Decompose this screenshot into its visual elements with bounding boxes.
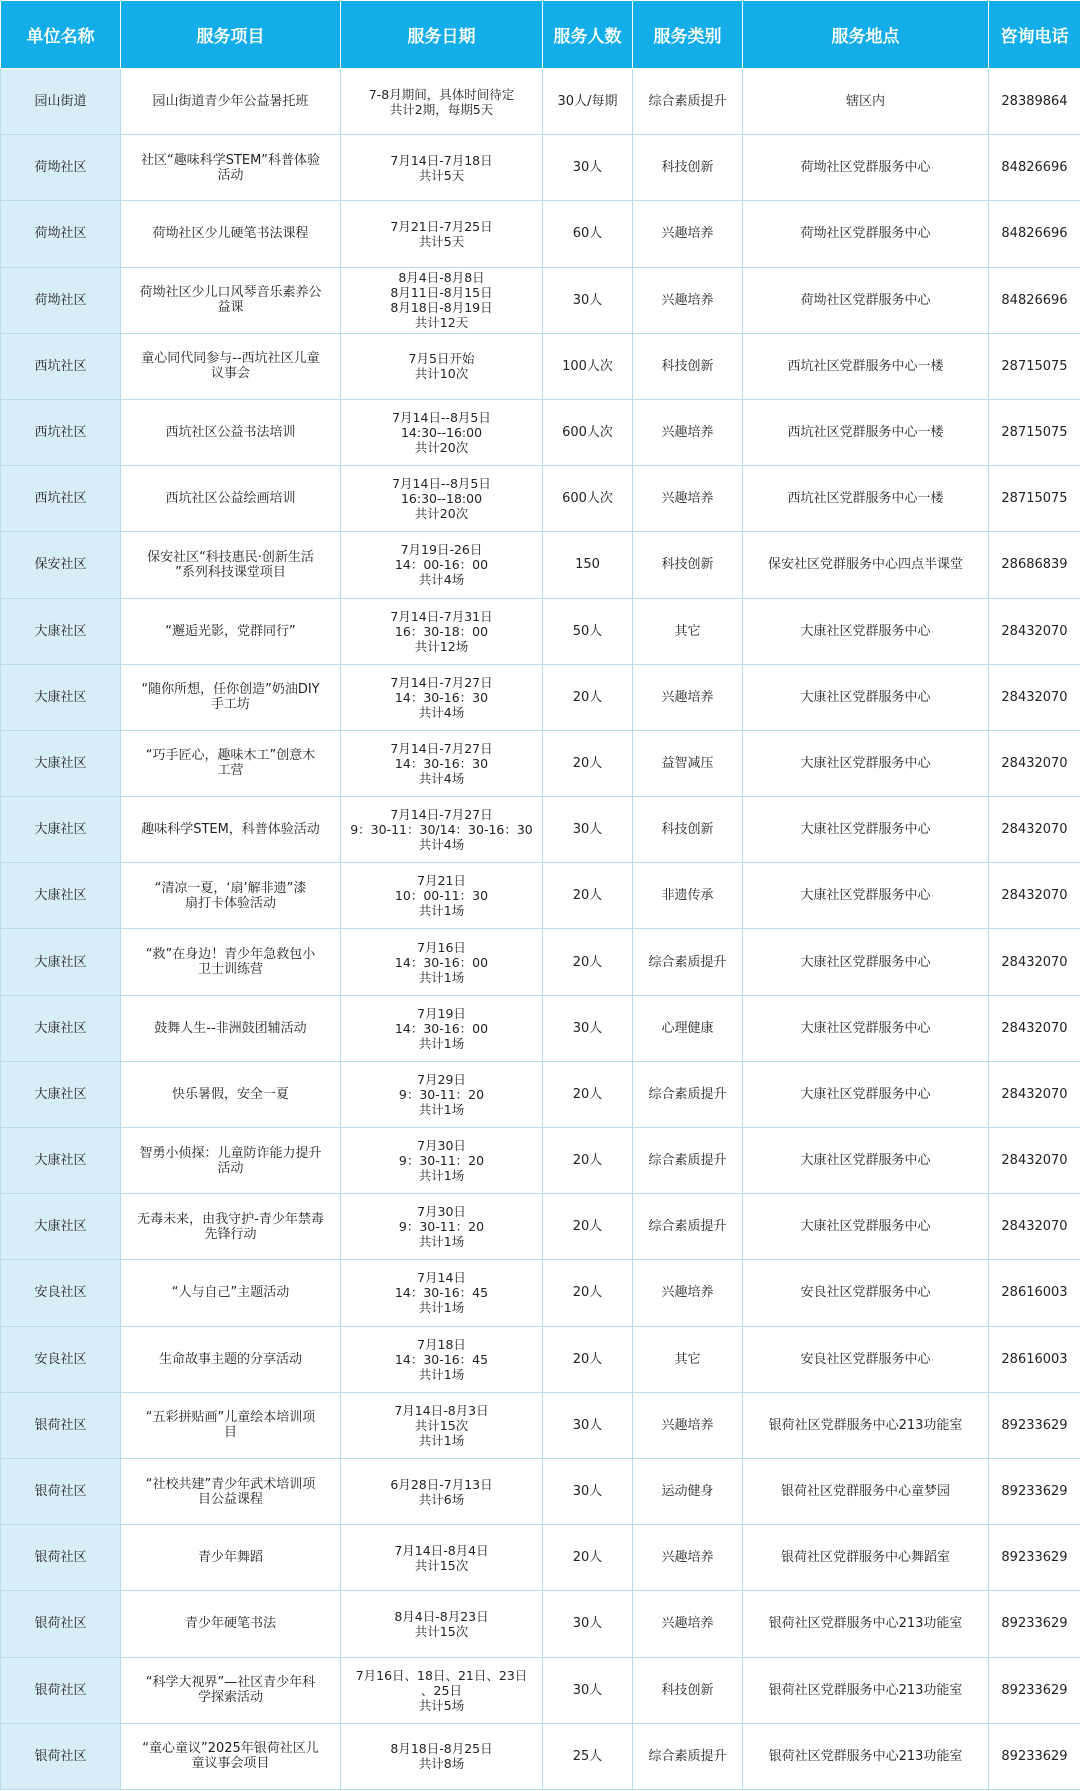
header-phone: 咨询电话 bbox=[989, 1, 1080, 69]
cell-phone: 28432070 bbox=[989, 730, 1080, 796]
cell-unit: 安良社区 bbox=[1, 1326, 121, 1392]
cell-category: 兴趣培养 bbox=[633, 399, 743, 465]
cell-place: 保安社区党群服务中心四点半课堂 bbox=[743, 532, 989, 598]
cell-people: 20人 bbox=[543, 1525, 633, 1591]
cell-category: 兴趣培养 bbox=[633, 466, 743, 532]
cell-category: 其它 bbox=[633, 1326, 743, 1392]
cell-unit: 银荷社区 bbox=[1, 1657, 121, 1723]
cell-category: 心理健康 bbox=[633, 995, 743, 1061]
cell-place: 大康社区党群服务中心 bbox=[743, 1194, 989, 1260]
table-row bbox=[1, 929, 1080, 995]
cell-place: 安良社区党群服务中心 bbox=[743, 1260, 989, 1326]
table-row bbox=[1, 1723, 1080, 1789]
cell-place: 西坑社区党群服务中心一楼 bbox=[743, 466, 989, 532]
cell-people: 30人 bbox=[543, 267, 633, 333]
cell-people: 30人 bbox=[543, 995, 633, 1061]
cell-unit: 安良社区 bbox=[1, 1260, 121, 1326]
cell-people: 30人 bbox=[543, 1591, 633, 1657]
table-row bbox=[1, 797, 1080, 863]
cell-place: 西坑社区党群服务中心一楼 bbox=[743, 399, 989, 465]
cell-place: 大康社区党群服务中心 bbox=[743, 995, 989, 1061]
cell-people: 100人次 bbox=[543, 333, 633, 399]
header-place: 服务地点 bbox=[743, 1, 989, 69]
cell-category: 兴趣培养 bbox=[633, 1392, 743, 1458]
cell-date: 7月14日-8月3日 共计15次 共计1场 bbox=[341, 1392, 543, 1458]
table-row bbox=[1, 399, 1080, 465]
cell-people: 30人 bbox=[543, 1657, 633, 1723]
cell-phone: 89233629 bbox=[989, 1392, 1080, 1458]
cell-phone: 28432070 bbox=[989, 598, 1080, 664]
cell-date: 7月14日-7月18日 共计5天 bbox=[341, 135, 543, 201]
cell-project: 荷坳社区少儿口风琴音乐素养公 益课 bbox=[121, 267, 341, 333]
cell-date: 7月14日-8月4日 共计15次 bbox=[341, 1525, 543, 1591]
cell-phone: 28389864 bbox=[989, 69, 1080, 135]
cell-date: 8月18日-8月25日 共计8场 bbox=[341, 1723, 543, 1789]
table-row bbox=[1, 532, 1080, 598]
cell-project: “清凉一夏，‘扇’解非遗”漆 扇打卡体验活动 bbox=[121, 863, 341, 929]
cell-people: 20人 bbox=[543, 929, 633, 995]
cell-place: 大康社区党群服务中心 bbox=[743, 598, 989, 664]
cell-date: 7月5日开始 共计10次 bbox=[341, 333, 543, 399]
header-unit: 单位名称 bbox=[1, 1, 121, 69]
cell-unit: 银荷社区 bbox=[1, 1723, 121, 1789]
cell-people: 20人 bbox=[543, 1128, 633, 1194]
cell-project: “邂逅光影，党群同行” bbox=[121, 598, 341, 664]
cell-people: 30人 bbox=[543, 797, 633, 863]
header-project: 服务项目 bbox=[121, 1, 341, 69]
table-header bbox=[1, 1, 1080, 69]
cell-people: 150 bbox=[543, 532, 633, 598]
header-row bbox=[1, 1, 1080, 69]
cell-people: 20人 bbox=[543, 1326, 633, 1392]
table-row bbox=[1, 201, 1080, 267]
cell-people: 50人 bbox=[543, 598, 633, 664]
table-row bbox=[1, 1392, 1080, 1458]
table-row bbox=[1, 664, 1080, 730]
cell-category: 兴趣培养 bbox=[633, 664, 743, 730]
cell-date: 8月4日-8月23日 共计15次 bbox=[341, 1591, 543, 1657]
cell-phone: 28616003 bbox=[989, 1260, 1080, 1326]
cell-date: 7月14日--8月5日 16:30--18:00 共计20次 bbox=[341, 466, 543, 532]
cell-date: 6月28日-7月13日 共计6场 bbox=[341, 1458, 543, 1524]
cell-date: 7月30日 9：30-11：20 共计1场 bbox=[341, 1194, 543, 1260]
cell-date: 7月14日--8月5日 14:30--16:00 共计20次 bbox=[341, 399, 543, 465]
table-row bbox=[1, 1128, 1080, 1194]
cell-place: 安良社区党群服务中心 bbox=[743, 1326, 989, 1392]
header-category: 服务类别 bbox=[633, 1, 743, 69]
cell-date: 7月21日-7月25日 共计5天 bbox=[341, 201, 543, 267]
cell-people: 600人次 bbox=[543, 466, 633, 532]
cell-unit: 大康社区 bbox=[1, 995, 121, 1061]
cell-project: “科学大视界”—社区青少年科 学探索活动 bbox=[121, 1657, 341, 1723]
cell-unit: 银荷社区 bbox=[1, 1591, 121, 1657]
cell-project: 园山街道青少年公益暑托班 bbox=[121, 69, 341, 135]
table-row bbox=[1, 135, 1080, 201]
cell-project: “随你所想，任你创造”奶油DIY 手工坊 bbox=[121, 664, 341, 730]
cell-unit: 大康社区 bbox=[1, 664, 121, 730]
cell-place: 银荷社区党群服务中心213功能室 bbox=[743, 1657, 989, 1723]
cell-category: 科技创新 bbox=[633, 797, 743, 863]
cell-place: 大康社区党群服务中心 bbox=[743, 1061, 989, 1127]
cell-phone: 28432070 bbox=[989, 797, 1080, 863]
cell-category: 综合素质提升 bbox=[633, 69, 743, 135]
cell-category: 科技创新 bbox=[633, 532, 743, 598]
cell-place: 银荷社区党群服务中心213功能室 bbox=[743, 1392, 989, 1458]
cell-project: 快乐暑假，安全一夏 bbox=[121, 1061, 341, 1127]
cell-unit: 荷坳社区 bbox=[1, 267, 121, 333]
cell-unit: 银荷社区 bbox=[1, 1392, 121, 1458]
cell-unit: 荷坳社区 bbox=[1, 135, 121, 201]
cell-unit: 银荷社区 bbox=[1, 1525, 121, 1591]
table-row bbox=[1, 1591, 1080, 1657]
header-date: 服务日期 bbox=[341, 1, 543, 69]
table-row bbox=[1, 1194, 1080, 1260]
cell-place: 大康社区党群服务中心 bbox=[743, 863, 989, 929]
header-people: 服务人数 bbox=[543, 1, 633, 69]
cell-people: 20人 bbox=[543, 863, 633, 929]
cell-project: 无毒未来，由我守护-青少年禁毒 先锋行动 bbox=[121, 1194, 341, 1260]
cell-people: 60人 bbox=[543, 201, 633, 267]
cell-people: 30人 bbox=[543, 1458, 633, 1524]
cell-place: 荷坳社区党群服务中心 bbox=[743, 201, 989, 267]
cell-phone: 28715075 bbox=[989, 399, 1080, 465]
cell-project: “巧手匠心，趣味木工”创意木 工营 bbox=[121, 730, 341, 796]
cell-unit: 大康社区 bbox=[1, 1194, 121, 1260]
table-row bbox=[1, 1061, 1080, 1127]
table-row bbox=[1, 1657, 1080, 1723]
cell-date: 7月18日 14：30-16：45 共计1场 bbox=[341, 1326, 543, 1392]
cell-unit: 西坑社区 bbox=[1, 333, 121, 399]
cell-phone: 28432070 bbox=[989, 863, 1080, 929]
cell-category: 综合素质提升 bbox=[633, 1128, 743, 1194]
table-row bbox=[1, 1260, 1080, 1326]
cell-phone: 89233629 bbox=[989, 1657, 1080, 1723]
cell-unit: 大康社区 bbox=[1, 797, 121, 863]
cell-date: 7-8月期间，具体时间待定 共计2期，每期5天 bbox=[341, 69, 543, 135]
cell-unit: 大康社区 bbox=[1, 730, 121, 796]
table-row bbox=[1, 863, 1080, 929]
cell-date: 7月14日-7月27日 14：30-16：30 共计4场 bbox=[341, 730, 543, 796]
table-row bbox=[1, 267, 1080, 333]
cell-category: 兴趣培养 bbox=[633, 1260, 743, 1326]
cell-date: 7月16日 14：30-16：00 共计1场 bbox=[341, 929, 543, 995]
cell-people: 20人 bbox=[543, 730, 633, 796]
cell-place: 大康社区党群服务中心 bbox=[743, 730, 989, 796]
table-row bbox=[1, 1458, 1080, 1524]
cell-category: 综合素质提升 bbox=[633, 929, 743, 995]
cell-project: 智勇小侦探：儿童防诈能力提升 活动 bbox=[121, 1128, 341, 1194]
cell-unit: 大康社区 bbox=[1, 863, 121, 929]
cell-project: 趣味科学STEM，科普体验活动 bbox=[121, 797, 341, 863]
cell-people: 20人 bbox=[543, 664, 633, 730]
cell-phone: 84826696 bbox=[989, 267, 1080, 333]
cell-category: 科技创新 bbox=[633, 333, 743, 399]
cell-people: 30人 bbox=[543, 135, 633, 201]
cell-category: 科技创新 bbox=[633, 135, 743, 201]
cell-category: 非遗传承 bbox=[633, 863, 743, 929]
cell-project: 西坑社区公益书法培训 bbox=[121, 399, 341, 465]
cell-project: 青少年硬笔书法 bbox=[121, 1591, 341, 1657]
cell-category: 综合素质提升 bbox=[633, 1061, 743, 1127]
cell-project: 荷坳社区少儿硬笔书法课程 bbox=[121, 201, 341, 267]
cell-category: 兴趣培养 bbox=[633, 267, 743, 333]
cell-people: 20人 bbox=[543, 1061, 633, 1127]
cell-place: 大康社区党群服务中心 bbox=[743, 797, 989, 863]
table-row bbox=[1, 1326, 1080, 1392]
table-row bbox=[1, 1525, 1080, 1591]
cell-phone: 28686839 bbox=[989, 532, 1080, 598]
cell-category: 兴趣培养 bbox=[633, 1525, 743, 1591]
cell-unit: 大康社区 bbox=[1, 929, 121, 995]
cell-date: 7月21日 10：00-11：30 共计1场 bbox=[341, 863, 543, 929]
cell-category: 运动健身 bbox=[633, 1458, 743, 1524]
cell-people: 30人/每期 bbox=[543, 69, 633, 135]
cell-project: “救”在身边！青少年急救包小 卫士训练营 bbox=[121, 929, 341, 995]
cell-category: 兴趣培养 bbox=[633, 1591, 743, 1657]
cell-phone: 89233629 bbox=[989, 1525, 1080, 1591]
cell-phone: 84826696 bbox=[989, 201, 1080, 267]
cell-phone: 28616003 bbox=[989, 1326, 1080, 1392]
table-row bbox=[1, 598, 1080, 664]
table-row bbox=[1, 333, 1080, 399]
cell-people: 600人次 bbox=[543, 399, 633, 465]
cell-phone: 28432070 bbox=[989, 1128, 1080, 1194]
cell-phone: 28715075 bbox=[989, 333, 1080, 399]
table-row bbox=[1, 69, 1080, 135]
cell-category: 其它 bbox=[633, 598, 743, 664]
cell-place: 银荷社区党群服务中心213功能室 bbox=[743, 1723, 989, 1789]
cell-date: 7月14日-7月27日 9：30-11：30/14：30-16：30 共计4场 bbox=[341, 797, 543, 863]
cell-category: 兴趣培养 bbox=[633, 201, 743, 267]
cell-phone: 84826696 bbox=[989, 135, 1080, 201]
cell-people: 20人 bbox=[543, 1260, 633, 1326]
cell-unit: 银荷社区 bbox=[1, 1458, 121, 1524]
cell-category: 益智减压 bbox=[633, 730, 743, 796]
cell-place: 大康社区党群服务中心 bbox=[743, 929, 989, 995]
cell-project: “社校共建”青少年武术培训项 目公益课程 bbox=[121, 1458, 341, 1524]
cell-phone: 28432070 bbox=[989, 664, 1080, 730]
cell-date: 7月29日 9：30-11：20 共计1场 bbox=[341, 1061, 543, 1127]
cell-phone: 28432070 bbox=[989, 929, 1080, 995]
cell-phone: 89233629 bbox=[989, 1458, 1080, 1524]
cell-place: 西坑社区党群服务中心一楼 bbox=[743, 333, 989, 399]
cell-project: 鼓舞人生--非洲鼓团辅活动 bbox=[121, 995, 341, 1061]
cell-people: 30人 bbox=[543, 1392, 633, 1458]
cell-phone: 28432070 bbox=[989, 1194, 1080, 1260]
cell-unit: 西坑社区 bbox=[1, 466, 121, 532]
table-body bbox=[1, 69, 1080, 1790]
cell-category: 科技创新 bbox=[633, 1657, 743, 1723]
cell-unit: 荷坳社区 bbox=[1, 201, 121, 267]
cell-date: 7月19日 14：30-16：00 共计1场 bbox=[341, 995, 543, 1061]
cell-project: 保安社区“科技惠民·创新生活 ”系列科技课堂项目 bbox=[121, 532, 341, 598]
cell-unit: 西坑社区 bbox=[1, 399, 121, 465]
cell-date: 7月19日-26日 14：00-16：00 共计4场 bbox=[341, 532, 543, 598]
cell-place: 大康社区党群服务中心 bbox=[743, 1128, 989, 1194]
cell-project: “童心童议”2025年银荷社区儿 童议事会项目 bbox=[121, 1723, 341, 1789]
cell-people: 25人 bbox=[543, 1723, 633, 1789]
cell-place: 大康社区党群服务中心 bbox=[743, 664, 989, 730]
table-row bbox=[1, 466, 1080, 532]
cell-project: 童心同代同参与--西坑社区儿童 议事会 bbox=[121, 333, 341, 399]
cell-date: 7月14日-7月31日 16：30-18：00 共计12场 bbox=[341, 598, 543, 664]
cell-date: 7月30日 9：30-11：20 共计1场 bbox=[341, 1128, 543, 1194]
cell-unit: 大康社区 bbox=[1, 1061, 121, 1127]
cell-place: 银荷社区党群服务中心213功能室 bbox=[743, 1591, 989, 1657]
cell-date: 7月14日 14：30-16：45 共计1场 bbox=[341, 1260, 543, 1326]
table-row bbox=[1, 995, 1080, 1061]
cell-phone: 89233629 bbox=[989, 1723, 1080, 1789]
cell-phone: 28432070 bbox=[989, 995, 1080, 1061]
cell-date: 7月16日、18日、21日、23日 、25日 共计5场 bbox=[341, 1657, 543, 1723]
cell-date: 8月4日-8月8日 8月11日-8月15日 8月18日-8月19日 共计12天 bbox=[341, 267, 543, 333]
cell-category: 综合素质提升 bbox=[633, 1723, 743, 1789]
cell-place: 银荷社区党群服务中心舞蹈室 bbox=[743, 1525, 989, 1591]
cell-place: 荷坳社区党群服务中心 bbox=[743, 135, 989, 201]
cell-unit: 保安社区 bbox=[1, 532, 121, 598]
cell-category: 综合素质提升 bbox=[633, 1194, 743, 1260]
cell-project: “五彩拼贴画”儿童绘本培训项 目 bbox=[121, 1392, 341, 1458]
cell-project: “人与自己”主题活动 bbox=[121, 1260, 341, 1326]
cell-project: 生命故事主题的分享活动 bbox=[121, 1326, 341, 1392]
cell-date: 7月14日-7月27日 14：30-16：30 共计4场 bbox=[341, 664, 543, 730]
cell-place: 辖区内 bbox=[743, 69, 989, 135]
cell-phone: 28715075 bbox=[989, 466, 1080, 532]
cell-unit: 大康社区 bbox=[1, 598, 121, 664]
cell-project: 社区“趣味科学STEM”科普体验 活动 bbox=[121, 135, 341, 201]
cell-place: 银荷社区党群服务中心童梦园 bbox=[743, 1458, 989, 1524]
cell-phone: 28432070 bbox=[989, 1061, 1080, 1127]
cell-unit: 大康社区 bbox=[1, 1128, 121, 1194]
table-row bbox=[1, 730, 1080, 796]
cell-unit: 园山街道 bbox=[1, 69, 121, 135]
cell-phone: 89233629 bbox=[989, 1591, 1080, 1657]
cell-project: 青少年舞蹈 bbox=[121, 1525, 341, 1591]
cell-project: 西坑社区公益绘画培训 bbox=[121, 466, 341, 532]
cell-people: 20人 bbox=[543, 1194, 633, 1260]
cell-place: 荷坳社区党群服务中心 bbox=[743, 267, 989, 333]
